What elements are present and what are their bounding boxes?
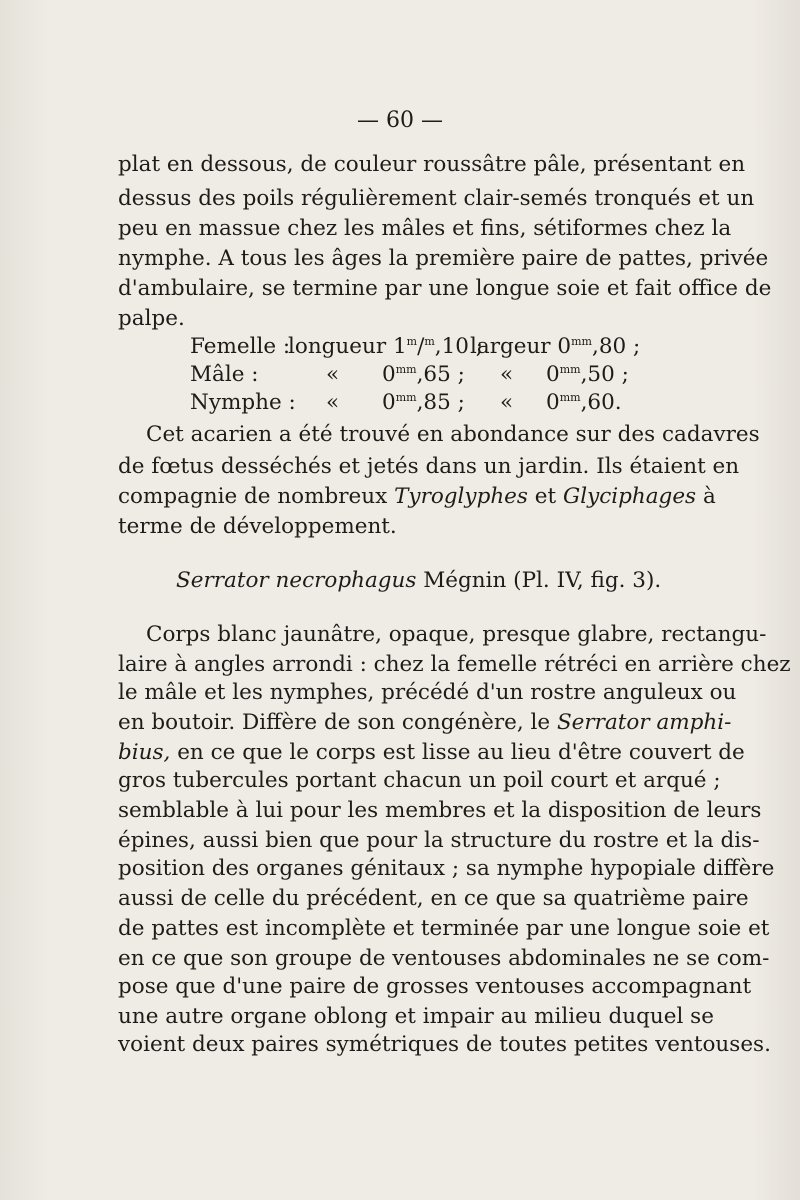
measurement-length: $0^{mm},65$ ; (382, 362, 465, 387)
measurement-width: $0^{mm},60$. (546, 390, 622, 415)
paragraph-line: en ce que son groupe de ventouses abdominales ne se com- (118, 946, 770, 971)
paragraph-line: voient deux paires symétriques de toutes petites ventouses. (118, 1032, 771, 1057)
ditto-mark: « (500, 362, 514, 387)
paragraph-line: de pattes est incomplète et terminée par une longue soie et (118, 916, 770, 941)
paragraph-line: en boutoir. Diffère de son congénère, le Serrator amphi- (118, 710, 732, 735)
paragraph-line: gros tubercules portant chacun un poil court et arqué ; (118, 768, 721, 793)
paragraph-line: d'ambulaire, se termine par une longue soie et fait office de (118, 276, 772, 301)
paragraph-line: aussi de celle du précédent, en ce que sa quatrième paire (118, 886, 749, 911)
measurement-length: longueur 1$^m$/$^m$,10 ; (288, 334, 484, 359)
paragraph-line: Cet acarien a été trouvé en abondance sur des cadavres (146, 422, 760, 447)
ditto-mark: « (326, 362, 340, 387)
paragraph-line: plat en dessous, de couleur roussâtre pâle, présentant en (118, 152, 746, 177)
paragraph-line: position des organes génitaux ; sa nymphe hypopiale diffère (118, 856, 775, 881)
paragraph-line: compagnie de nombreux Tyroglyphes et Glyciphages à (118, 484, 716, 509)
paragraph-line: de fœtus desséchés et jetés dans un jardin. Ils étaient en (118, 454, 740, 479)
ditto-mark: « (500, 390, 514, 415)
paragraph-line: peu en massue chez les mâles et fins, sétiformes chez la (118, 216, 732, 241)
paragraph-line: épines, aussi bien que pour la structure du rostre et la dis- (118, 828, 760, 853)
page-number: — 60 — (357, 108, 443, 133)
measurement-label: Nymphe : (190, 390, 296, 415)
paragraph-line: nymphe. A tous les âges la première paire de pattes, privée (118, 246, 769, 271)
paragraph-line: laire à angles arrondi : chez la femelle rétréci en arrière chez (118, 652, 791, 677)
paragraph-line: une autre organe oblong et impair au milieu duquel se (118, 1004, 714, 1029)
measurement-label: Mâle : (190, 362, 259, 387)
paragraph-line: Corps blanc jaunâtre, opaque, presque glabre, rectangu- (146, 622, 767, 647)
measurement-length: $0^{mm},85$ ; (382, 390, 465, 415)
species-heading: Serrator necrophagus Mégnin (Pl. IV, fig. 3). (176, 568, 662, 593)
measurement-width: $0^{mm},50$ ; (546, 362, 629, 387)
paragraph-line: palpe. (118, 306, 185, 331)
measurement-width: largeur $0^{mm},80$ ; (470, 334, 641, 359)
paragraph-line: le mâle et les nymphes, précédé d'un rostre anguleux ou (118, 680, 737, 705)
paragraph-line: dessus des poils régulièrement clair-semés tronqués et un (118, 186, 755, 211)
ditto-mark: « (326, 390, 340, 415)
paragraph-line: pose que d'une paire de grosses ventouses accompagnant (118, 974, 752, 999)
paragraph-line: bius, en ce que le corps est lisse au lieu d'être couvert de (118, 740, 745, 765)
paragraph-line: terme de développement. (118, 514, 397, 539)
paragraph-line: semblable à lui pour les membres et la disposition de leurs (118, 798, 762, 823)
measurement-label: Femelle : (190, 334, 291, 359)
